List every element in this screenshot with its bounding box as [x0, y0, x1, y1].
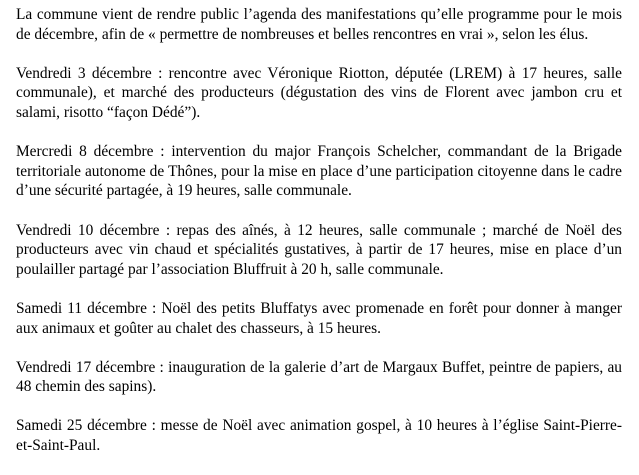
event-paragraph-dec-11: Samedi 11 décembre : Noël des petits Bluffatys avec promenade en forêt pour donner à manger aux animaux et goûter au chalet des chasseurs, à 15 heures.	[16, 299, 622, 337]
event-paragraph-dec-8: Mercredi 8 décembre : intervention du major François Schelcher, commandant de la Brigade territoriale autonome de Thônes, pour la mise en place d’une participation citoyenne dans le cadre d’une sécurité partagée, à 19 heures, salle communale.	[16, 143, 622, 200]
event-paragraph-dec-25: Samedi 25 décembre : messe de Noël avec animation gospel, à 10 heures à l’église Saint-Pierre-et-Saint-Paul.	[16, 417, 622, 455]
document-body	[16, 5, 622, 475]
intro-paragraph: La commune vient de rendre public l’agenda des manifestations qu’elle programme pour le mois de décembre, afin de « permettre de nombreuses et belles rencontres en vrai », selon les élus.	[16, 6, 622, 43]
event-paragraph-dec-17: Vendredi 17 décembre : inauguration de la galerie d’art de Margaux Buffet, peintre de papiers, au 48 chemin des sapins).	[16, 358, 622, 396]
event-paragraph-dec-10: Vendredi 10 décembre : repas des aînés, à 12 heures, salle communale ; marché de Noël des producteurs avec vin chaud et spécialités gustatives, à partir de 17 heures, mise en place d’un poulailler partagé par l’association Bluffruit à 20 h, salle communale.	[16, 221, 622, 278]
event-paragraph-dec-3: Vendredi 3 décembre : rencontre avec Véronique Riotton, députée (LREM) à 17 heures, salle communale), et marché des producteurs (dégustation des vins de Florent avec jambon cru et salami, risotto “façon Dédé”).	[16, 64, 622, 121]
